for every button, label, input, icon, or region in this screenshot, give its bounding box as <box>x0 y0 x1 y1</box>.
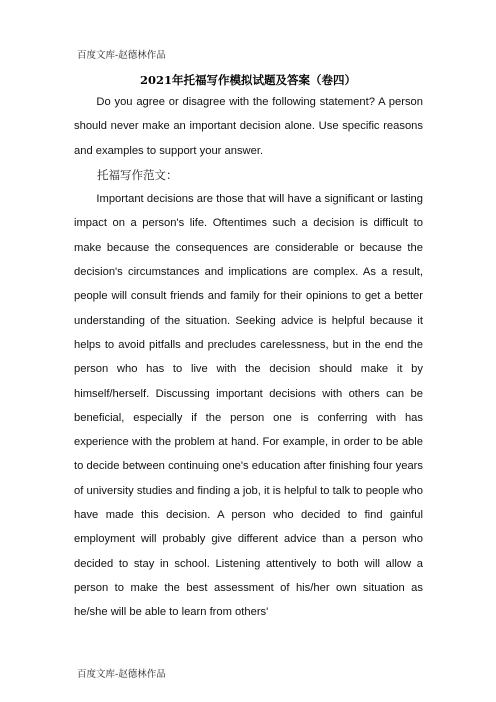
essay-paragraph: Important decisions are those that will have a significant or lasting impact on a person's life. Oftentimes such a decision is difficult to make because the consequences are considerable or because the decision's circumstances and implications are complex. As a result, people will consult friends and family for their opinions to get a better understanding of the situation. Seeking advice is helpful because it helps to avoid pitfalls and precludes carelessness, but in the end the person who has to live with the decision should make it by himself/herself. Discussing important decisions with others can be beneficial, especially if the person one is conferring with has experience with the problem at hand. For example, in order to be able to decide between continuing one's education after finishing four years of university studies and finding a job, it is helpful to talk to people who have made this decision. A person who decided to find gainful employment will probably give different advice than a person who decided to stay in school. Listening attentively to both will allow a person to make the best assessment of his/her own situation as he/she will be able to learn from others' <box>74 193 423 619</box>
sample-essay-heading: 托福写作范文： <box>97 167 178 182</box>
header-source-note: 百度文库-赵德林作品 <box>77 50 166 61</box>
question-paragraph: Do you agree or disagree with the following statement? A person should never make an important decision alone. Use specific reasons and examples to support your answer. <box>74 96 423 157</box>
page-title: 2021年托福写作模拟试题及答案（卷四） <box>139 73 356 87</box>
document-body <box>74 90 423 625</box>
footer-source-note: 百度文库-赵德林作品 <box>77 669 166 680</box>
